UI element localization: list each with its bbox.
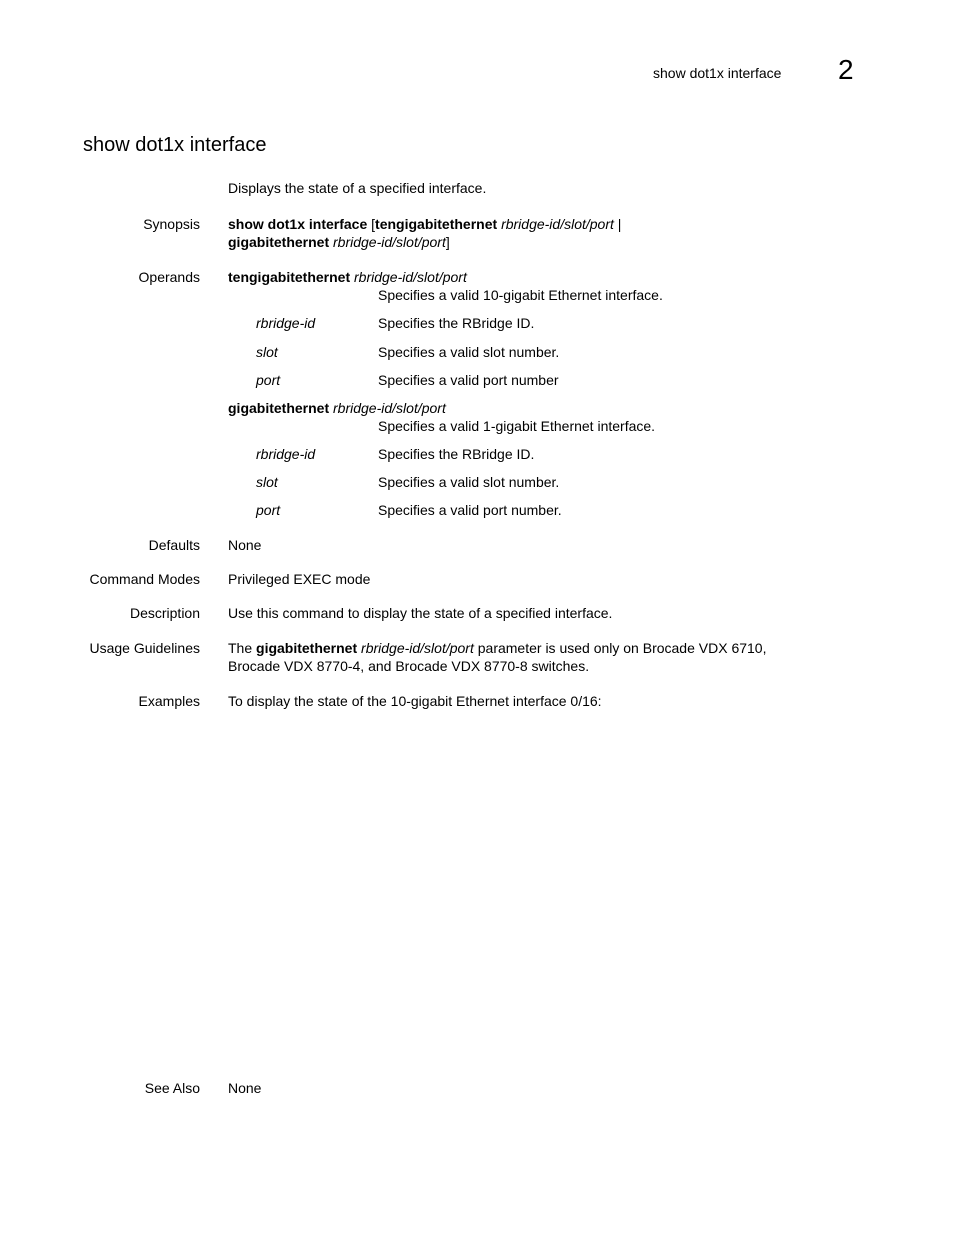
operand-term-description: Specifies the RBridge ID. xyxy=(378,315,535,331)
see-also-text: None xyxy=(228,1080,262,1096)
defaults-text: None xyxy=(228,537,262,553)
running-header-title: show dot1x interface xyxy=(653,65,782,81)
synopsis-pipe: | xyxy=(617,216,622,232)
operand-arg: rbridge-id/slot/port xyxy=(333,400,446,416)
operand-heading-tengig xyxy=(228,269,467,285)
operands-label: Operands xyxy=(138,269,200,285)
usage-pre: The xyxy=(228,640,253,656)
page-title: show dot1x interface xyxy=(83,134,267,156)
operand-term-description: Specifies a valid slot number. xyxy=(378,474,560,490)
operand-term: port xyxy=(256,372,281,388)
operand-keyword: gigabitethernet xyxy=(228,400,330,416)
description-text: Use this command to display the state of a specified interface. xyxy=(228,605,613,621)
synopsis-arg-tengig: rbridge-id/slot/port xyxy=(501,216,614,232)
operand-description: Specifies a valid 10-gigabit Ethernet interface. xyxy=(378,287,663,303)
command-modes-text: Privileged EXEC mode xyxy=(228,571,371,587)
usage-guidelines-line-1 xyxy=(228,640,766,656)
usage-arg: rbridge-id/slot/port xyxy=(361,640,474,656)
operand-heading-gig xyxy=(228,400,446,416)
command-modes-label: Command Modes xyxy=(89,571,200,587)
operand-arg: rbridge-id/slot/port xyxy=(354,269,467,285)
see-also-label: See Also xyxy=(144,1080,200,1096)
operand-term: slot xyxy=(256,474,278,490)
operand-term-description: Specifies the RBridge ID. xyxy=(378,446,535,462)
synopsis-close-bracket: ] xyxy=(445,234,450,250)
operand-keyword: tengigabitethernet xyxy=(228,269,351,285)
synopsis-line-1 xyxy=(228,216,621,232)
examples-label: Examples xyxy=(138,693,200,709)
usage-guidelines-label: Usage Guidelines xyxy=(89,640,200,656)
operand-description: Specifies a valid 1-gigabit Ethernet interface. xyxy=(378,418,656,434)
intro-text: Displays the state of a specified interface. xyxy=(228,180,487,196)
chapter-number: 2 xyxy=(838,54,854,85)
operand-term-description: Specifies a valid port number. xyxy=(378,502,562,518)
operand-term: slot xyxy=(256,344,278,360)
examples-text: To display the state of the 10-gigabit Ethernet interface 0/16: xyxy=(228,693,602,709)
usage-post: parameter is used only on Brocade VDX 6710, xyxy=(477,640,767,656)
usage-keyword: gigabitethernet xyxy=(256,640,358,656)
synopsis-keyword-tengig: tengigabitethernet xyxy=(375,216,498,232)
operand-term-description: Specifies a valid slot number. xyxy=(378,344,560,360)
synopsis-open-bracket: [ xyxy=(371,216,376,232)
operand-term: rbridge-id xyxy=(256,315,316,331)
synopsis-keyword-gig: gigabitethernet xyxy=(228,234,330,250)
synopsis-arg-gig: rbridge-id/slot/port xyxy=(333,234,446,250)
description-label: Description xyxy=(129,605,200,621)
usage-guidelines-line-2: Brocade VDX 8770-4, and Brocade VDX 8770-8 switches. xyxy=(228,658,590,674)
synopsis-label: Synopsis xyxy=(143,216,200,232)
synopsis-command: show dot1x interface xyxy=(228,216,368,232)
operand-term: port xyxy=(256,502,281,518)
operand-term: rbridge-id xyxy=(256,446,316,462)
operand-term-description: Specifies a valid port number xyxy=(378,372,559,388)
synopsis-line-2 xyxy=(228,234,450,250)
defaults-label: Defaults xyxy=(148,537,200,553)
